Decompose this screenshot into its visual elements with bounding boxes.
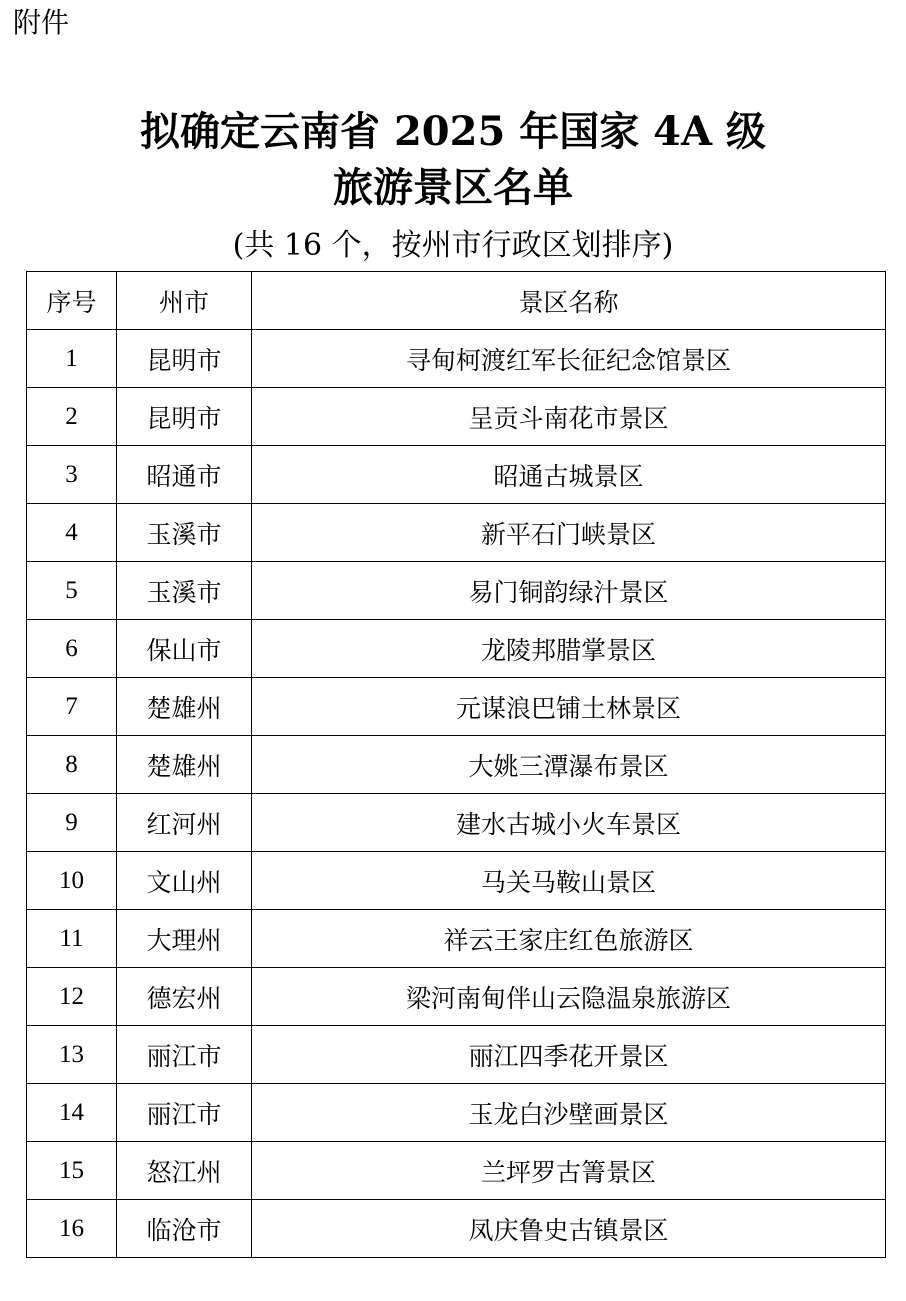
row-city: 楚雄州 (117, 678, 252, 736)
row-scenic-name: 丽江四季花开景区 (252, 1026, 886, 1084)
row-scenic-name: 梁河南甸伴山云隐温泉旅游区 (252, 968, 886, 1026)
row-city: 楚雄州 (117, 736, 252, 794)
row-scenic-name: 龙陵邦腊掌景区 (252, 620, 886, 678)
table-row (27, 388, 886, 446)
row-number: 4 (27, 504, 117, 562)
row-scenic-name: 呈贡斗南花市景区 (252, 388, 886, 446)
row-number: 15 (27, 1142, 117, 1200)
row-scenic-name: 元谋浪巴铺土林景区 (252, 678, 886, 736)
row-city: 丽江市 (117, 1084, 252, 1142)
row-scenic-name: 祥云王家庄红色旅游区 (252, 910, 886, 968)
row-scenic-name: 新平石门峡景区 (252, 504, 886, 562)
row-number: 14 (27, 1084, 117, 1142)
row-city: 红河州 (117, 794, 252, 852)
header-city: 州市 (117, 272, 252, 330)
header-scenic-name: 景区名称 (252, 272, 886, 330)
row-scenic-name: 寻甸柯渡红军长征纪念馆景区 (252, 330, 886, 388)
row-city: 德宏州 (117, 968, 252, 1026)
row-scenic-name: 玉龙白沙壁画景区 (252, 1084, 886, 1142)
row-number: 12 (27, 968, 117, 1026)
table-row (27, 678, 886, 736)
table-row (27, 446, 886, 504)
table-row (27, 736, 886, 794)
row-number: 6 (27, 620, 117, 678)
row-city: 保山市 (117, 620, 252, 678)
table-row (27, 562, 886, 620)
row-number: 11 (27, 910, 117, 968)
row-scenic-name: 昭通古城景区 (252, 446, 886, 504)
table-row (27, 852, 886, 910)
row-number: 2 (27, 388, 117, 446)
row-city: 玉溪市 (117, 562, 252, 620)
row-number: 10 (27, 852, 117, 910)
row-number: 16 (27, 1200, 117, 1258)
table-row (27, 794, 886, 852)
title-line-2: 旅游景区名单 (333, 164, 573, 211)
row-number: 8 (27, 736, 117, 794)
row-scenic-name: 凤庆鲁史古镇景区 (252, 1200, 886, 1258)
row-city: 文山州 (117, 852, 252, 910)
row-number: 3 (27, 446, 117, 504)
document-subtitle: (共 16 个，按州市行政区划排序) (232, 228, 674, 263)
row-city: 大理州 (117, 910, 252, 968)
table-row (27, 1142, 886, 1200)
table-row (27, 620, 886, 678)
table-row (27, 504, 886, 562)
row-number: 1 (27, 330, 117, 388)
table-header-row (27, 272, 886, 330)
row-scenic-name: 易门铜韵绿汁景区 (252, 562, 886, 620)
row-number: 9 (27, 794, 117, 852)
row-city: 昭通市 (117, 446, 252, 504)
scenic-area-table (26, 271, 886, 1258)
header-number: 序号 (27, 272, 117, 330)
attachment-label: 附件 (13, 6, 70, 39)
row-scenic-name: 大姚三潭瀑布景区 (252, 736, 886, 794)
title-line-1: 拟确定云南省 2025 年国家 4A 级 (140, 108, 766, 155)
row-city: 昆明市 (117, 330, 252, 388)
row-number: 7 (27, 678, 117, 736)
row-city: 昆明市 (117, 388, 252, 446)
table-row (27, 1084, 886, 1142)
table-row (27, 330, 886, 388)
row-city: 丽江市 (117, 1026, 252, 1084)
row-city: 临沧市 (117, 1200, 252, 1258)
row-scenic-name: 建水古城小火车景区 (252, 794, 886, 852)
row-city: 怒江州 (117, 1142, 252, 1200)
row-city: 玉溪市 (117, 504, 252, 562)
row-number: 5 (27, 562, 117, 620)
row-number: 13 (27, 1026, 117, 1084)
table-row (27, 1026, 886, 1084)
row-scenic-name: 兰坪罗古箐景区 (252, 1142, 886, 1200)
table-row (27, 910, 886, 968)
document-title (0, 104, 906, 216)
table-row (27, 1200, 886, 1258)
row-scenic-name: 马关马鞍山景区 (252, 852, 886, 910)
table-row (27, 968, 886, 1026)
